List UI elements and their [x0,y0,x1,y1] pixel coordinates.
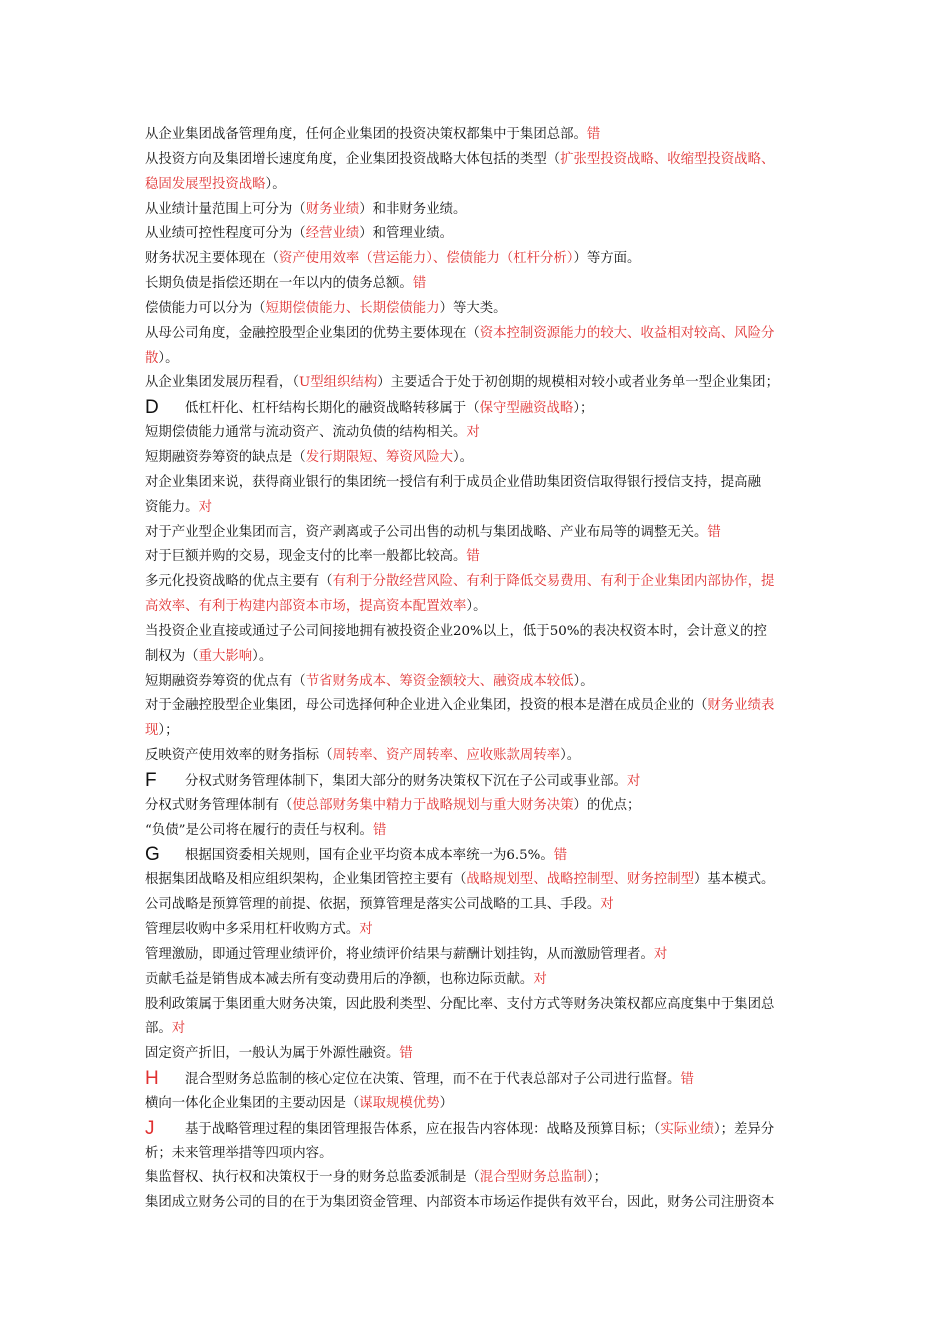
statement-text: 反映资产使用效率的财务指标（ [145,748,333,764]
statement-text: 集团成立财务公司的目的在于为集团资金管理、内部资本市场运作提供有效平台，因此，财务公司注册资本 [145,1195,775,1211]
text-line [145,968,813,993]
statement-text: 对企业集团来说，获得商业银行的集团统一授信有利于成员企业借助集团资信取得银行授信支持，提高融 [145,474,761,490]
statement-text: 根据集团战略及相应组织架构，企业集团管控主要有（ [145,872,467,888]
answer-text: 对 [359,922,373,937]
text-line [145,123,813,148]
section-letter: F [145,769,157,791]
answer-text: 短期偿债能力、长期偿债能力 [265,300,440,316]
statement-text: ） [439,1095,453,1111]
text-line [145,1017,813,1042]
answer-text: 对 [653,946,668,962]
answer-text: 资本控制资源能力的较大、收益相对较高、风险分 [479,325,775,341]
text-line [145,198,813,223]
statement-text: 从业绩计量范围上可分为（ [145,201,306,217]
statement-text: ）的优点； [573,797,641,813]
statement-text: ）和非财务业绩。 [359,201,467,217]
text-line [145,1166,813,1191]
text-line [145,993,813,1018]
text-line [145,769,813,794]
text-line [145,595,813,620]
answer-text: 错 [707,524,721,540]
text-line [145,868,813,893]
statement-text: 资能力。 [145,499,199,515]
statement-text: 短期融资券筹资的优点有（ [145,673,306,689]
statement-text: ）。 [252,648,273,664]
statement-text: 基于战略管理过程的集团管理报告体系，应在报告内容体现：战略及预算目标；（ [185,1121,661,1137]
section-letter: G [145,844,160,866]
statement-text: 从企业集团战备管理角度，任何企业集团的投资决策权都集中于集团总部。 [145,127,587,142]
statement-text: 从企业集团发展历程看，（ [145,375,299,391]
text-line [145,471,813,496]
answer-text: 错 [680,1072,694,1088]
text-line [145,918,813,943]
answer-text: 有利于分散经营风险、有利于降低交易费用、有利于企业集团内部协作，提 [332,574,775,590]
statement-text: ）。 [265,176,286,192]
text-line [145,694,813,719]
statement-text: ）。 [158,350,179,366]
answer-text: 保守型融资战略 [479,401,574,417]
statement-text: ）。 [560,748,581,764]
text-line [145,148,813,173]
section-letter: H [145,1068,159,1090]
statement-text: 根据国资委相关规则，国有企业平均资本成本率统一为6.5%。 [185,848,554,864]
text-line [145,620,813,645]
text-line [145,1067,813,1092]
statement-text: 横向一体化企业集团的主要动因是（ [145,1095,360,1111]
statement-text: 析；未来管理举措等四项内容。 [145,1145,333,1161]
statement-text: 混合型财务总监制的核心定位在决策、管理，而不在于代表总部对子公司进行监督。 [185,1072,681,1088]
text-line [145,272,813,297]
text-line [145,1092,813,1117]
answer-text: 错 [553,848,568,864]
statement-text: 分权式财务管理体制下，集团大部分的财务决策权下沉在子公司或事业部。 [185,773,627,789]
statement-text: 短期偿债能力通常与流动资产、流动负债的结构相关。 [145,425,467,441]
statement-text: 从业绩可控性程度可分为（ [145,226,306,242]
answer-text: 实际业绩 [660,1121,714,1137]
text-line [145,173,813,198]
text-line [145,297,813,322]
statement-text: ）； [573,401,594,417]
statement-text: 对于产业型企业集团而言，资产剥离或子公司出售的动机与集团战略、产业布局等的调整无关。 [145,524,708,540]
statement-text: ）。 [466,599,487,615]
statement-text: 低杠杆化、杠杆结构长期化的融资战略转移属于（ [185,401,480,417]
statement-text: 集监督权、执行权和决策权于一身的财务总监委派制是（ [145,1170,480,1186]
text-line [145,247,813,272]
statement-text: 长期负债是指偿还期在一年以内的债务总额。 [145,276,413,292]
answer-text: 对 [600,897,614,913]
text-line [145,1142,813,1167]
answer-text: 对 [533,971,547,987]
statement-text: ）基本模式。 [694,872,775,888]
text-line [145,521,813,546]
statement-text: ）主要适合于处于初创期的规模相对较小或者业务单一型企业集团； [377,375,779,391]
answer-text: 对 [626,773,641,789]
text-line [145,1191,813,1216]
statement-text: “负债”是公司将在履行的责任与权利。 [145,822,373,838]
statement-text: 从母公司角度，金融控股型企业集团的优势主要体现在（ [145,325,480,341]
statement-text: 部。 [145,1021,172,1037]
text-line [145,322,813,347]
answer-text: 节省财务成本、筹资金额较大、融资成本较低 [305,673,574,689]
text-line [145,446,813,471]
text-line [145,421,813,446]
answer-text: 对 [198,499,212,515]
answer-text: 对 [171,1021,186,1037]
answer-text: 发行期限短、筹资风险大 [305,449,453,465]
statement-text: ）。 [573,673,594,689]
statement-text: ）；差异分 [713,1121,775,1137]
text-line [145,744,813,769]
answer-text: U型组织结构 [299,375,378,391]
statement-text: 短期融资券筹资的缺点是（ [145,449,306,465]
section-letter: D [145,397,159,419]
answer-text: 错 [466,549,480,565]
text-line [145,843,813,868]
text-line [145,670,813,695]
statement-text: 管理激励，即通过管理业绩评价，将业绩评价结果与薪酬计划挂钩，从而激励管理者。 [145,946,654,962]
answer-text: 散 [145,350,159,366]
statement-text: 对于巨额并购的交易，现金支付的比率一般都比较高。 [145,549,467,565]
text-line [145,943,813,968]
answer-text: 周转率、资产周转率、应收账款周转率 [332,748,561,764]
statement-text: 从投资方向及集团增长速度角度，企业集团投资战略大体包括的类型（ [145,151,561,167]
statement-text: ）。 [452,449,474,465]
answer-text: 稳固发展型投资战略 [145,176,266,192]
statement-text: 制权为（ [145,648,199,664]
answer-text: 混合型财务总监制 [479,1170,587,1186]
text-line [145,570,813,595]
statement-text: 管理层收购中多采用杠杆收购方式。 [145,922,360,937]
statement-text: ）； [158,723,179,739]
statement-text: 多元化投资战略的优点主要有（ [145,574,333,590]
answer-text: 现 [145,723,159,739]
statement-text: ）等方面。 [573,251,641,267]
statement-text: 偿债能力可以分为（ [145,300,266,316]
statement-text: 股利政策属于集团重大财务决策，因此股利类型、分配比率、支付方式等财务决策权都应高度集中于集团总 [145,996,775,1012]
text-line [145,893,813,918]
statement-text: 对于金融控股型企业集团，母公司选择何种企业进入企业集团，投资的根本是潜在成员企业的（ [145,698,708,714]
text-line [145,222,813,247]
statement-text: ）和管理业绩。 [359,226,453,242]
answer-text: 对 [466,425,480,441]
text-line [145,819,813,844]
section-letter: J [145,1117,155,1139]
text-line [145,1042,813,1067]
answer-text: 错 [372,822,387,838]
answer-text: 财务业绩 [305,201,360,217]
answer-text: 经营业绩 [305,226,360,242]
text-line [145,496,813,521]
answer-text: 高效率、有利于构建内部资本市场，提高资本配置效率 [145,599,467,615]
text-line [145,396,813,421]
answer-text: 财务业绩表 [707,698,775,714]
statement-text: 贡献毛益是销售成本减去所有变动费用后的净额，也称边际贡献。 [145,971,534,987]
answer-text: 扩张型投资战略、收缩型投资战略、 [560,151,775,167]
answer-text: 资产使用效率（营运能力）、偿债能力（杠杆分析） [278,251,574,267]
statement-text: 分权式财务管理体制有（ [145,797,293,813]
answer-text: 谋取规模优势 [359,1095,440,1111]
answer-text: 使总部财务集中精力于战略规划与重大财务决策 [292,797,574,813]
text-line [145,719,813,744]
statement-text: 财务状况主要体现在（ [145,251,279,267]
answer-text: 重大影响 [198,648,253,664]
answer-text: 错 [412,276,427,292]
text-line [145,371,813,396]
text-line [145,794,813,819]
text-line [145,1117,813,1142]
document-page [145,123,813,1216]
answer-text: 战略规划型、战略控制型、财务控制型 [466,872,695,888]
text-line [145,545,813,570]
answer-text: 错 [586,127,601,142]
statement-text: 当投资企业直接或通过子公司间接地拥有被投资企业20%以上，低于50%的表决权资本时，会计意义的控 [145,623,767,639]
statement-text: 固定资产折旧，一般认为属于外源性融资。 [145,1046,400,1062]
text-line [145,645,813,670]
statement-text: 公司战略是预算管理的前提、依据，预算管理是落实公司战略的工具、手段。 [145,897,601,913]
statement-text: ）等大类。 [439,300,507,316]
text-line [145,347,813,372]
answer-text: 错 [399,1046,413,1062]
statement-text: ）； [586,1170,607,1186]
